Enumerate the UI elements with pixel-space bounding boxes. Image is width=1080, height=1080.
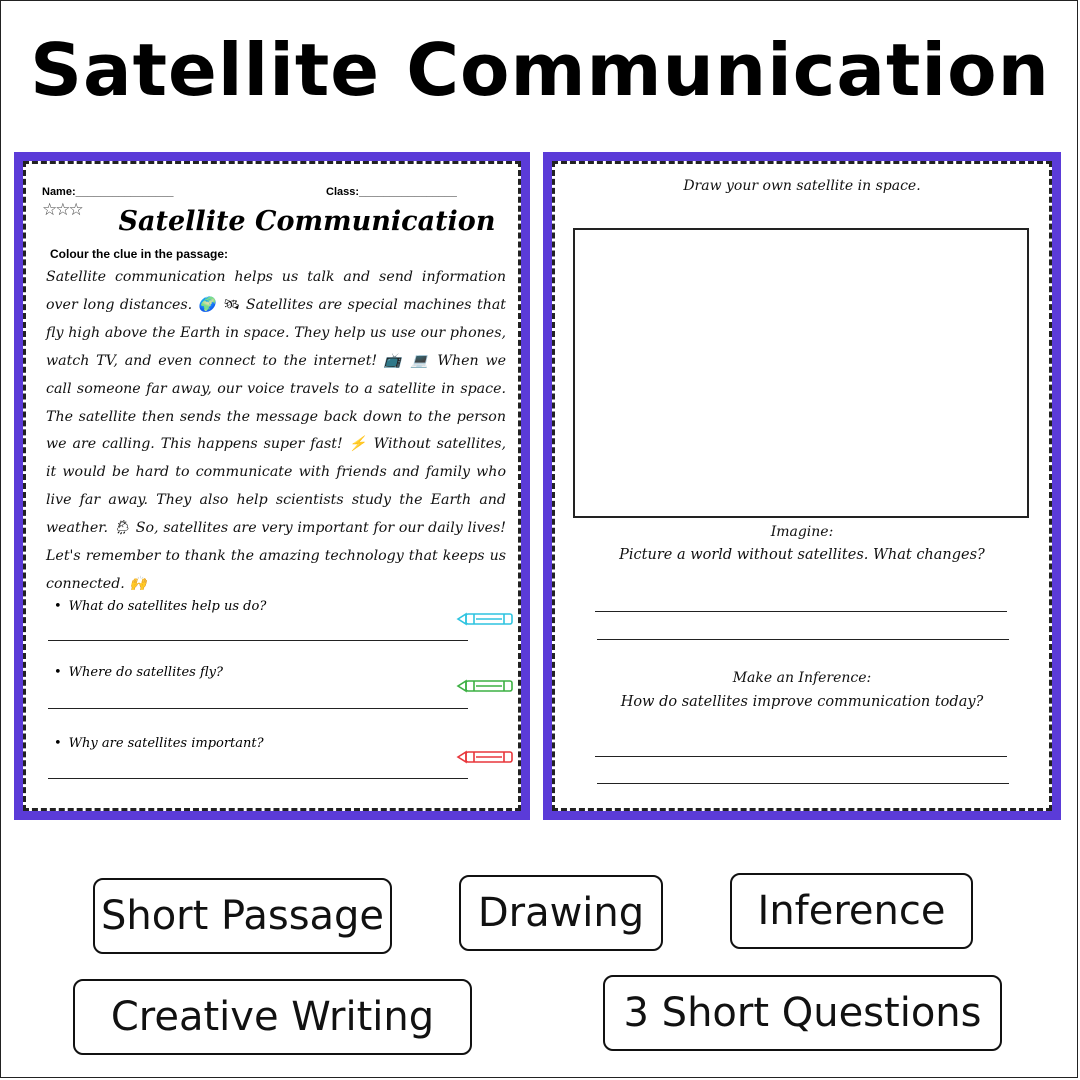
tag-drawing: Drawing xyxy=(459,875,663,951)
imagine-answer-line-2[interactable] xyxy=(597,639,1009,640)
inference-answer-line-2[interactable] xyxy=(597,783,1009,784)
bullet-icon: • xyxy=(54,599,62,614)
page-title: Satellite Communication xyxy=(30,28,1050,112)
tag-3-short-questions: 3 Short Questions xyxy=(603,975,1002,1051)
question-3 xyxy=(54,736,264,751)
crayon-icon-green xyxy=(456,678,516,694)
inference-question: How do satellites improve communication today? xyxy=(620,694,984,710)
question-2-text: Where do satellites fly? xyxy=(68,665,223,680)
worksheet-page-left-inner xyxy=(23,161,521,811)
instruction-text: Colour the clue in the passage: xyxy=(50,247,229,261)
draw-prompt: Draw your own satellite in space. xyxy=(683,178,921,194)
rating-stars-icon: ☆☆☆ xyxy=(42,200,82,219)
tag-inference: Inference xyxy=(730,873,973,949)
bullet-icon: • xyxy=(54,665,62,680)
answer-line-1[interactable] xyxy=(48,640,468,641)
question-2 xyxy=(54,665,223,680)
inference-label: Make an Inference: xyxy=(732,670,872,686)
worksheet-page-right-inner xyxy=(552,161,1052,811)
crayon-icon-red xyxy=(456,749,516,765)
class-field-label: Class:________________ xyxy=(326,186,457,198)
worksheet-page-left xyxy=(14,152,530,820)
question-1 xyxy=(54,599,266,614)
question-1-text: What do satellites help us do? xyxy=(68,599,267,614)
name-field-label: Name:________________ xyxy=(42,186,174,198)
answer-line-3[interactable] xyxy=(48,778,468,779)
bullet-icon: • xyxy=(54,736,62,751)
crayon-icon-blue xyxy=(456,611,516,627)
reading-passage: Satellite communication helps us talk and send information over long distances. 🌍 🛰 Satellites are special machines that fly high above the Earth in space. They help us use our phones, watch TV, and even connect to the internet! 📺 💻 When we call someone far away, our voice travels to a satellite in space. The satellite then sends the message back down to the person we are calling. This happens super fast! ⚡ Without satellites, it would be hard to communicate with friends and family who live far away. They also help scientists study the Earth and weather. 🌦 So, satellites are very important for our daily lives! Let's remember to thank the amazing technology that keeps us connected. 🙌 xyxy=(46,269,506,592)
answer-line-2[interactable] xyxy=(48,708,468,709)
inference-answer-line-1[interactable] xyxy=(595,756,1007,757)
worksheet-page-right xyxy=(543,152,1061,820)
imagine-answer-line-1[interactable] xyxy=(595,611,1007,612)
tag-short-passage: Short Passage xyxy=(93,878,392,954)
question-3-text: Why are satellites important? xyxy=(68,736,264,751)
imagine-label: Imagine: xyxy=(770,524,834,540)
tag-creative-writing: Creative Writing xyxy=(73,979,472,1055)
drawing-box[interactable] xyxy=(573,228,1029,518)
imagine-question: Picture a world without satellites. What changes? xyxy=(619,547,985,563)
worksheet-title: Satellite Communication xyxy=(118,206,496,237)
